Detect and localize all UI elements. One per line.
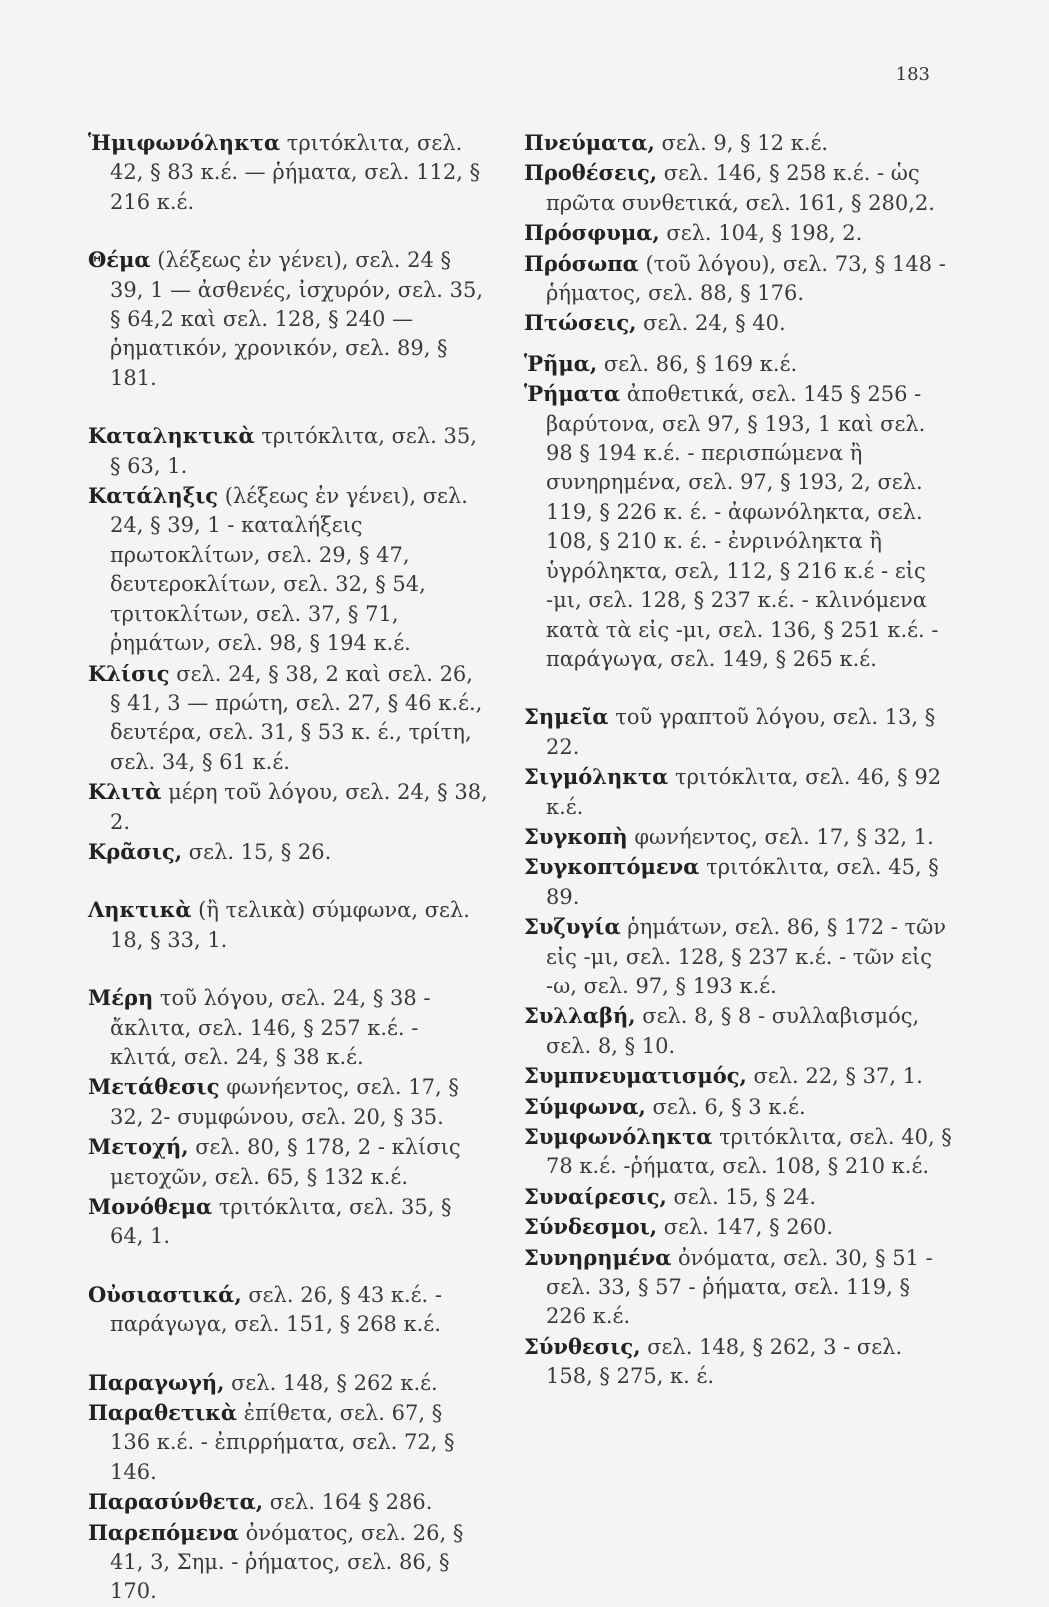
index-entry xyxy=(524,128,954,158)
entry-references: σελ. 148, § 262 κ.έ. xyxy=(224,1370,438,1395)
entry-references: τριτόκλιτα, σελ. 35, § 64, 1. xyxy=(110,1195,452,1249)
entry-references: ὀνόματα, σελ. 30, § 51 - σελ. 33, § 57 - ῥήματα, σελ. 119, § 226 κ.έ. xyxy=(546,1245,933,1329)
entry-references: σελ. 24, § 38, 2 καὶ σελ. 26, § 41, 3 — πρώτη, σελ. 27, § 46 κ.έ., δευτέρα, σελ. 31, § 53 κ. έ., τρίτη, σελ. 34, § 61 κ.έ. xyxy=(110,661,483,774)
index-entry xyxy=(88,245,488,393)
entry-references: φωνήεντος, σελ. 17, § 32, 1. xyxy=(627,824,934,849)
entry-term: Συμπνευματισμός, xyxy=(524,1063,747,1089)
entry-term: Μετοχή, xyxy=(88,1134,189,1160)
index-entry xyxy=(524,1092,954,1122)
entry-term: Καταληκτικὰ xyxy=(88,423,255,449)
entry-references: ἀποθετικά, σελ. 145 § 256 - βαρύτονα, σελ 97, § 193, 1 καὶ σελ. 98 § 194 κ.έ. - περισπώμενα ἢ συνηρημένα, σελ. 97, § 193, 2, σελ. 119, § 226 κ. έ. - ἀφωνόληκτα, σελ. 108, § 210 κ. έ. - ἐνρινόληκτα ἢ ὑγρόληκτα, σελ, 112, § 216 κ.έ - εἰς -μι, σελ. 128, § 237 κ.έ. - κλινόμενα κατὰ τὰ εἰς -μι, σελ. 136, § 251 κ.έ. - παράγωγα, σελ. 149, § 265 κ.έ. xyxy=(546,382,939,671)
index-entry xyxy=(524,852,954,912)
entry-references: (λέξεως ἐν γένει), σελ. 24, § 39, 1 - καταλήξεις πρωτοκλίτων, σελ. 29, § 47, δευτεροκλίτων, σελ. 32, § 54, τριτοκλίτων, σελ. 37, § 71, ῥημάτων, σελ. 98, § 194 κ.έ. xyxy=(110,484,468,656)
entry-references: ἐπίθετα, σελ. 67, § 136 κ.έ. - ἐπιρρήματα, σελ. 72, § 146. xyxy=(110,1401,455,1484)
entry-term: Συγκοπτόμενα xyxy=(524,854,700,880)
entry-term: Ἡμιφωνόληκτα xyxy=(88,130,281,155)
entry-references: (λέξεως ἐν γένει), σελ. 24 § 39, 1 — ἀσθενές, ἰσχυρόν, σελ. 35, § 64,2 καὶ σελ. 128, § 240 — ῥηματικόν, χρονικόν, σελ. 89, § 181. xyxy=(110,248,484,390)
entry-term: Συλλαβή, xyxy=(524,1003,636,1029)
entry-term: Θέμα xyxy=(88,247,151,273)
index-entry xyxy=(524,218,954,248)
index-entry xyxy=(524,249,954,309)
entry-references: ῥημάτων, σελ. 86, § 172 - τῶν εἰς -μι, σελ. 128, § 237 κ.έ. - τῶν εἰς -ω, σελ. 97, § 193 κ.έ. xyxy=(546,915,947,998)
entry-term: Μονόθεμα xyxy=(88,1194,213,1219)
index-entry xyxy=(524,1122,954,1182)
entry-term: Σύμφωνα, xyxy=(524,1093,646,1119)
entry-references: τριτόκλιτα, σελ. 46, § 92 κ.έ. xyxy=(546,765,942,819)
entry-term: Κλίσις xyxy=(88,660,170,686)
index-entry xyxy=(88,1398,488,1487)
entry-references: σελ. 15, § 26. xyxy=(182,839,332,864)
entry-term: Παρασύνθετα, xyxy=(88,1489,264,1515)
entry-references: τριτόκλιτα, σελ. 42, § 83 κ.έ. — ῥήματα, σελ. 112, § 216 κ.έ. xyxy=(110,131,481,214)
entry-term: Ῥήματα xyxy=(524,381,621,407)
entry-term: Συνηρημένα xyxy=(524,1244,672,1270)
entry-term: Οὐσιαστικά, xyxy=(88,1281,242,1307)
entry-term: Κλιτὰ xyxy=(88,779,162,805)
entry-references: σελ. 104, § 198, 2. xyxy=(659,221,863,246)
entry-term: Παραγωγή, xyxy=(88,1369,225,1395)
entry-term: Πρόσωπα xyxy=(524,250,639,276)
index-column-left xyxy=(88,128,488,1607)
index-entry xyxy=(88,895,488,955)
page-number: 183 xyxy=(895,64,930,85)
entry-references: σελ. 86, § 169 κ.έ. xyxy=(597,351,798,376)
entry-term: Πνεύματα, xyxy=(524,130,655,155)
entry-references: φωνήεντος, σελ. 17, § 32, 2- συμφώνου, σελ. 20, § 35. xyxy=(110,1075,459,1129)
index-entry xyxy=(88,837,488,867)
index-entry xyxy=(88,481,488,658)
entry-term: Ληκτικὰ xyxy=(88,897,192,923)
index-entry xyxy=(88,1487,488,1517)
index-entry xyxy=(88,983,488,1072)
entry-references: σελ. 15, § 24. xyxy=(666,1184,816,1209)
entry-term: Μέρη xyxy=(88,985,154,1011)
entry-references: ὀνόματος, σελ. 26, § 41, 3, Σημ. - ῥήματος, σελ. 86, § 170. xyxy=(110,1520,464,1604)
entry-term: Κατάληξις xyxy=(88,483,219,509)
index-entry xyxy=(524,308,954,338)
entry-term: Παρεπόμενα xyxy=(88,1519,239,1545)
index-entry xyxy=(88,128,488,217)
index-entry xyxy=(88,1368,488,1398)
index-entry xyxy=(524,1212,954,1242)
entry-references: σελ. 9, § 12 κ.έ. xyxy=(654,131,829,155)
entry-term: Σύνδεσμοι, xyxy=(524,1214,658,1240)
entry-references: σελ. 164 § 286. xyxy=(263,1490,433,1515)
entry-term: Πτώσεις, xyxy=(524,310,637,336)
index-entry xyxy=(524,1243,954,1332)
entry-term: Σιγμόληκτα xyxy=(524,764,669,790)
index-entry xyxy=(524,762,954,822)
entry-references: σελ. 147, § 260. xyxy=(657,1215,834,1240)
entry-references: τριτόκλιτα, σελ. 45, § 89. xyxy=(546,855,939,909)
index-entry xyxy=(88,1192,488,1252)
entry-references: μέρη τοῦ λόγου, σελ. 24, § 38, 2. xyxy=(110,780,488,834)
entry-references: σελ. 146, § 258 κ.έ. - ὡς πρῶτα συνθετικά, σελ. 161, § 280,2. xyxy=(546,161,935,215)
entry-term: Ῥῆμα, xyxy=(524,350,598,376)
index-entry xyxy=(524,158,954,218)
entry-references: σελ. 26, § 43 κ.έ. - παράγωγα, σελ. 151, § 268 κ.έ. xyxy=(110,1282,442,1337)
entry-term: Σύνθεσις, xyxy=(524,1333,641,1359)
index-entry xyxy=(524,822,954,852)
entry-references: (τοῦ λόγου), σελ. 73, § 148 - ῥήματος, σελ. 88, § 176. xyxy=(546,251,946,306)
entry-references: (ἢ τελικὰ) σύμφωνα, σελ. 18, § 33, 1. xyxy=(110,898,470,952)
index-entry xyxy=(88,659,488,778)
entry-references: τοῦ λόγου, σελ. 24, § 38 - ἄκλιτα, σελ. 146, § 257 κ.έ. - κλιτά, σελ. 24, § 38 κ.έ. xyxy=(110,986,431,1069)
entry-references: σελ. 6, § 3 κ.έ. xyxy=(645,1094,806,1119)
entry-term: Συμφωνόληκτα xyxy=(524,1124,713,1149)
index-entry xyxy=(88,1280,488,1340)
index-entry xyxy=(524,1182,954,1212)
index-entry xyxy=(88,1518,488,1607)
index-entry xyxy=(88,1072,488,1132)
index-entry xyxy=(524,912,954,1001)
entry-term: Μετάθεσις xyxy=(88,1074,220,1100)
index-entry xyxy=(88,777,488,837)
entry-term: Πρόσφυμα, xyxy=(524,220,660,246)
entry-term: Συγκοπὴ xyxy=(524,823,628,849)
entry-term: Σημεῖα xyxy=(524,704,609,730)
index-entry xyxy=(524,1001,954,1061)
entry-references: σελ. 24, § 40. xyxy=(636,311,786,336)
index-column-right xyxy=(524,128,954,1392)
index-entry xyxy=(524,1061,954,1091)
index-entry xyxy=(88,421,488,481)
index-entry xyxy=(88,1132,488,1192)
entry-term: Παραθετικὰ xyxy=(88,1400,238,1426)
entry-term: Συζυγία xyxy=(524,914,621,940)
entry-references: σελ. 80, § 178, 2 - κλίσις μετοχῶν, σελ. 65, § 132 κ.έ. xyxy=(110,1135,461,1189)
index-entry xyxy=(524,379,954,674)
entry-term: Κρᾶσις, xyxy=(88,838,183,864)
index-entry xyxy=(524,349,954,379)
entry-references: σελ. 8, § 8 - συλλαβισμός, σελ. 8, § 10. xyxy=(546,1004,920,1058)
entry-term: Προθέσεις, xyxy=(524,160,658,186)
index-entry xyxy=(524,1332,954,1392)
index-entry xyxy=(524,702,954,762)
entry-references: τριτόκλιτα, σελ. 40, § 78 κ.έ. -ῥήματα, σελ. 108, § 210 κ.έ. xyxy=(546,1125,952,1179)
entry-references: τοῦ γραπτοῦ λόγου, σελ. 13, § 22. xyxy=(546,705,936,759)
entry-term: Συναίρεσις, xyxy=(524,1183,667,1209)
entry-references: τριτόκλιτα, σελ. 35, § 63, 1. xyxy=(110,424,477,478)
entry-references: σελ. 22, § 37, 1. xyxy=(746,1064,923,1089)
entry-references: σελ. 148, § 262, 3 - σελ. 158, § 275, κ. έ. xyxy=(546,1334,903,1389)
